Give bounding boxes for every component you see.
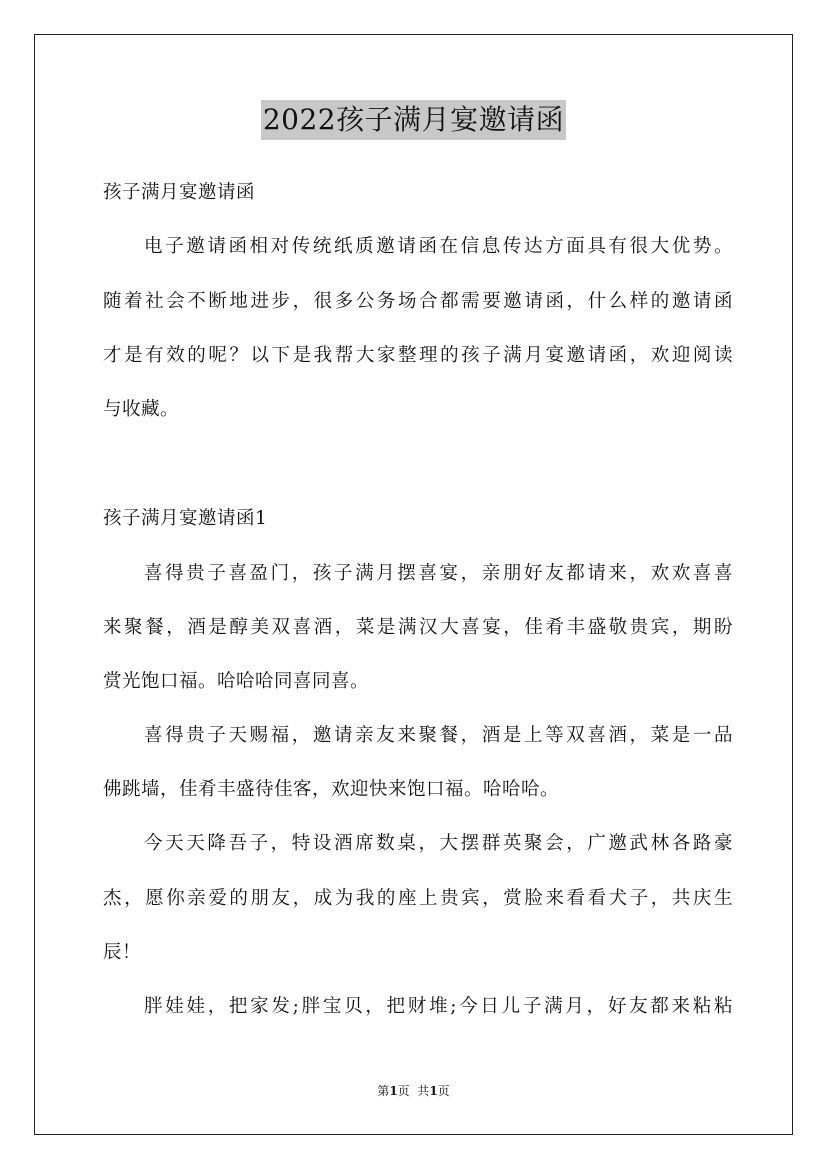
footer-page-prefix: 第: [377, 1084, 390, 1098]
footer-page-current: 1: [389, 1084, 398, 1098]
section-heading: 孩子满月宴邀请函1: [103, 508, 268, 529]
paragraph-line: 佛跳墙，佳肴丰盛待佳客，欢迎快来饱口福。哈哈哈。: [103, 779, 560, 800]
paragraph-line: 辰！: [103, 942, 142, 963]
paragraph-line: 今天天降吾子，特设酒席数桌，大摆群英聚会，广邀武林各路豪: [144, 833, 733, 854]
footer-page-suffix: 页: [437, 1084, 450, 1098]
paragraph-line: 随着社会不断地进步，很多公务场合都需要邀请函，什么样的邀请函: [103, 291, 733, 312]
document-title: 2022孩子满月宴邀请函: [261, 100, 566, 140]
footer-page-total: 1: [429, 1084, 438, 1098]
paragraph-line: 电子邀请函相对传统纸质邀请函在信息传达方面具有很大优势。: [144, 236, 733, 257]
page-footer: [0, 1082, 827, 1100]
paragraph-line: 胖娃娃，把家发;胖宝贝，把财堆;今日儿子满月，好友都来粘粘: [144, 996, 733, 1017]
paragraph-line: 喜得贵子喜盈门，孩子满月摆喜宴，亲朋好友都请来，欢欢喜喜: [144, 563, 733, 584]
paragraph-line: 与收藏。: [103, 399, 180, 420]
paragraph-line: 才是有效的呢？以下是我帮大家整理的孩子满月宴邀请函，欢迎阅读: [103, 345, 733, 366]
title-container: [0, 100, 827, 140]
paragraph-line: 来聚餐，酒是醇美双喜酒，菜是满汉大喜宴，佳肴丰盛敬贵宾，期盼: [103, 617, 733, 638]
paragraph-line: 杰，愿你亲爱的朋友，成为我的座上贵宾，赏脸来看看犬子，共庆生: [103, 888, 733, 909]
section-heading: 孩子满月宴邀请函: [103, 182, 256, 203]
paragraph-line: 赏光饱口福。哈哈哈同喜同喜。: [103, 671, 370, 692]
paragraph-line: 喜得贵子天赐福，邀请亲友来聚餐，酒是上等双喜酒，菜是一品: [144, 725, 733, 746]
footer-page-mid: 页 共: [397, 1084, 430, 1098]
